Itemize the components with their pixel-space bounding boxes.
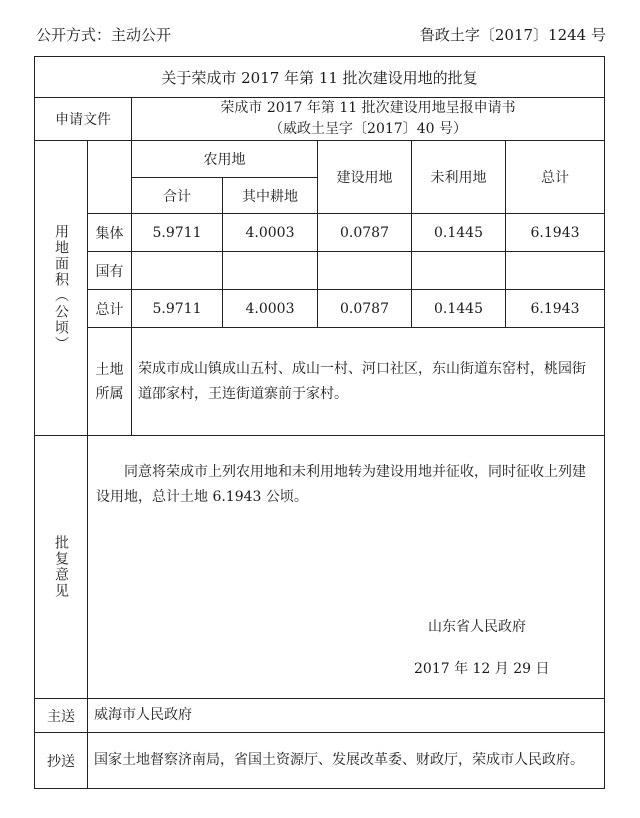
agri-subtotal-header: 合计 [132,178,223,214]
opinion-text: 同意将荣成市上列农用地和未利用地转为建设用地并征收，同时征收上列建设用地，总计土地 6.1943 公顷。 [96,464,586,505]
cc-recipients: 国家土地督察济南局，省国土资源厅、发展改革委、财政厅，荣成市人民政府。 [88,733,605,789]
application-line-2: （威政土呈字〔2017〕40 号） [269,121,467,137]
area-corner-cell [88,141,132,214]
land-owner-label-cell [88,328,132,436]
cc-label: 抄送 [35,733,88,789]
application-label: 申请文件 [35,98,132,141]
cell-subtotal: 5.9711 [132,290,223,328]
cell-total [506,252,605,290]
main-recipient: 威海市人民政府 [88,699,605,733]
total-header: 总计 [506,141,605,214]
publication-mode: 公开方式：主动公开 [36,26,172,44]
agri-land-header: 农用地 [132,141,318,178]
cell-construction: 0.0787 [318,290,412,328]
unused-land-header: 未利用地 [412,141,506,214]
cell-subtotal [132,252,223,290]
document-title: 关于荣成市 2017 年第 11 批次建设用地的批复 [35,57,605,98]
row-label: 国有 [88,252,132,290]
document-number: 鲁政土字〔2017〕1244 号 [419,26,606,44]
cell-construction: 0.0787 [318,214,412,252]
cell-subtotal: 5.9711 [132,214,223,252]
opinion-body [88,436,605,699]
issue-date: 2017 年 12 月 29 日 [414,661,550,677]
land-owner-label: 土地所属 [95,361,124,402]
cell-farmland: 4.0003 [223,290,318,328]
issuing-organization: 山东省人民政府 [428,619,526,635]
opinion-label: 批复意见 [53,535,69,599]
table-row [35,214,605,252]
approval-form-table [34,56,605,789]
cell-unused: 0.1445 [412,290,506,328]
cell-total: 6.1943 [506,290,605,328]
construction-land-header: 建设用地 [318,141,412,214]
cell-construction [318,252,412,290]
application-document [132,98,605,141]
cell-unused: 0.1445 [412,214,506,252]
area-side-label-cell [35,141,88,436]
table-row [35,290,605,328]
cell-farmland [223,252,318,290]
farmland-header: 其中耕地 [223,178,318,214]
area-side-label: 用地面积（公顷） [53,224,69,352]
table-row [35,252,605,290]
opinion-label-cell [35,436,88,699]
cell-farmland: 4.0003 [223,214,318,252]
cell-unused [412,252,506,290]
row-label: 集体 [88,214,132,252]
application-line-1: 荣成市 2017 年第 11 批次建设用地呈报申请书 [220,100,516,116]
main-recipient-label: 主送 [35,699,88,733]
land-owner-text: 荣成市成山镇成山五村、成山一村、河口社区，东山街道东窑村，桃园街道邵家村，王连街道寨前于家村。 [132,328,605,436]
row-label: 总计 [88,290,132,328]
cell-total: 6.1943 [506,214,605,252]
